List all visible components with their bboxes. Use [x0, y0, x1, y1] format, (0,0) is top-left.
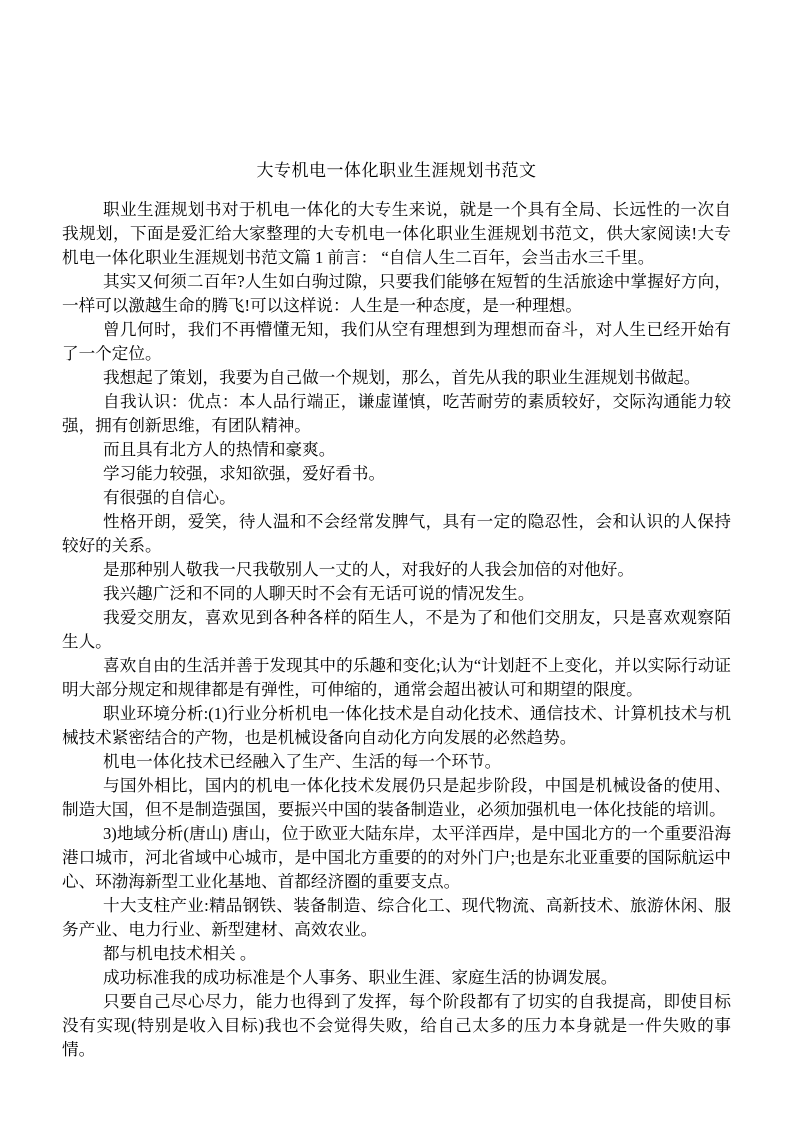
paragraph: 只要自己尽心尽力，能力也得到了发挥，每个阶段都有了切实的自我提高，即使目标没有实现(特别是收入目标)我也不会觉得失败，给自己太多的压力本身就是一件失败的事情。	[62, 992, 731, 1059]
paragraph: 曾几何时，我们不再懵懂无知，我们从空有理想到为理想而奋斗，对人生已经开始有了一个定位。	[62, 320, 731, 363]
paragraph: 学习能力较强，求知欲强，爱好看书。	[103, 464, 386, 483]
document-content	[62, 158, 731, 1062]
paragraph: 与国外相比，国内的机电一体化技术发展仍只是起步阶段，中国是机械设备的使用、制造大国，但不是制造强国，要振兴中国的装备制造业，必须加强机电一体化技能的培训。	[62, 776, 731, 819]
paragraph: 十大支柱产业:精品钢铁、装备制造、综合化工、现代物流、高新技术、旅游休闲、服务产业、电力行业、新型建材、高效农业。	[62, 896, 731, 939]
paragraph-success-standard: 成功标准我的成功标准是个人事务、职业生涯、家庭生活的协调发展。	[103, 968, 618, 987]
paragraph: 我兴趣广泛和不同的人聊天时不会有无话可说的情况发生。	[103, 584, 535, 603]
paragraph-self-assessment: 自我认识：优点：本人品行端正，谦虚谨慎，吃苦耐劳的素质较好，交际沟通能力较强，拥有创新思维，有团队精神。	[62, 392, 731, 435]
paragraph-intro: 职业生涯规划书对于机电一体化的大专生来说，就是一个具有全局、长远性的一次自我规划，下面是爱汇给大家整理的大专机电一体化职业生涯规划书范文，供大家阅读!大专机电一体化职业生涯规划书范文篇 1 前言： “自信人生二百年，会当击水三千里。	[62, 200, 731, 267]
paragraph: 我爱交朋友，喜欢见到各种各样的陌生人，不是为了和他们交朋友，只是喜欢观察陌生人。	[62, 608, 731, 651]
paragraph: 都与机电技术相关 。	[103, 944, 257, 963]
paragraph-region-analysis: 3)地域分析(唐山) 唐山，位于欧亚大陆东岸，太平洋西岸，是中国北方的一个重要沿海港口城市，河北省域中心城市，是中国北方重要的的对外门户;也是东北亚重要的国际航运中心、环渤海新型工业化基地、首都经济圈的重要支点。	[62, 824, 731, 891]
paragraph-industry-analysis: 职业环境分析:(1)行业分析机电一体化技术是自动化技术、通信技术、计算机技术与机械技术紧密结合的产物，也是机械设备向自动化方向发展的必然趋势。	[62, 704, 731, 747]
paragraph: 而且具有北方人的热情和豪爽。	[103, 440, 336, 459]
paragraph: 有很强的自信心。	[103, 488, 236, 507]
paragraph: 我想起了策划，我要为自己做一个规划，那么，首先从我的职业生涯规划书做起。	[103, 368, 701, 387]
paragraph: 是那种别人敬我一尺我敬别人一丈的人，对我好的人我会加倍的对他好。	[103, 560, 634, 579]
paragraph: 性格开朗，爱笑，待人温和不会经常发脾气，具有一定的隐忍性，会和认识的人保持较好的关系。	[62, 512, 731, 555]
document-title: 大专机电一体化职业生涯规划书范文	[256, 161, 537, 180]
paragraph: 喜欢自由的生活并善于发现其中的乐趣和变化;认为“计划赶不上变化，并以实际行动证明大部分规定和规律都是有弹性，可伸缩的，通常会超出被认可和期望的限度。	[62, 656, 731, 699]
paragraph: 其实又何须二百年?人生如白驹过隙，只要我们能够在短暂的生活旅途中掌握好方向，一样可以激越生命的腾飞!可以这样说：人生是一种态度，是一种理想。	[62, 272, 731, 315]
paragraph: 机电一体化技术已经融入了生产、生活的每一个环节。	[103, 752, 502, 771]
